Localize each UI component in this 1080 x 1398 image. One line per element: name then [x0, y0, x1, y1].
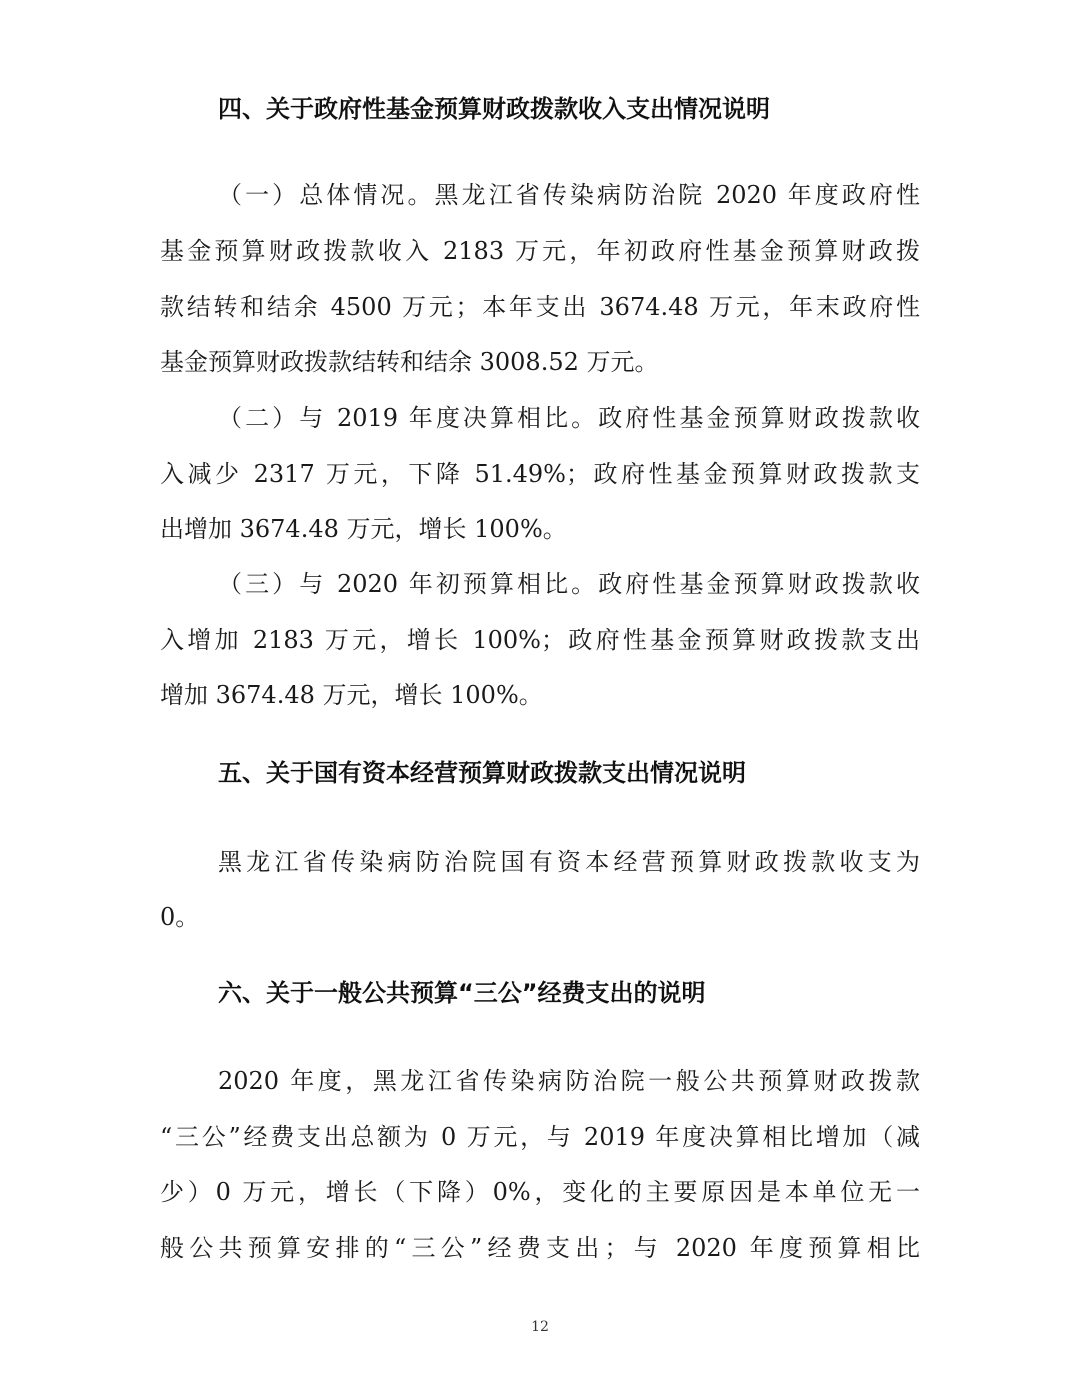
page-number: 12 [531, 1319, 549, 1335]
section-5-p1-line-2: 0。 [160, 903, 200, 931]
section-4-p3-line-1: （三）与 2020 年初预算相比。政府性基金预算财政拨款收 [218, 570, 920, 598]
section-4-p1-line-2: 基金预算财政拨款收入 2183 万元，年初政府性基金预算财政拨 [160, 237, 920, 265]
section-4-p2-line-1: （二）与 2019 年度决算相比。政府性基金预算财政拨款收 [218, 404, 920, 432]
section-4-p2-line-3: 出增加 3674.48 万元，增长 100%。 [160, 515, 567, 543]
section-4-p2-line-2: 入减少 2317 万元，下降 51.49%；政府性基金预算财政拨款支 [160, 460, 920, 488]
section-4-heading: 四、关于政府性基金预算财政拨款收入支出情况说明 [218, 95, 770, 123]
section-6-p1-line-2: “三公”经费支出总额为 0 万元，与 2019 年度决算相比增加（减 [160, 1123, 920, 1151]
section-4-p1-line-1: （一）总体情况。黑龙江省传染病防治院 2020 年度政府性 [218, 181, 920, 209]
section-6-p1-line-4: 般公共预算安排的“三公”经费支出；与 2020 年度预算相比 [160, 1234, 920, 1262]
section-6-p1-line-1: 2020 年度，黑龙江省传染病防治院一般公共预算财政拨款 [218, 1067, 920, 1095]
section-4-p3-line-3: 增加 3674.48 万元，增长 100%。 [160, 681, 543, 709]
section-4-p1-line-3: 款结转和结余 4500 万元；本年支出 3674.48 万元，年末政府性 [160, 293, 920, 321]
section-5-heading: 五、关于国有资本经营预算财政拨款支出情况说明 [218, 759, 746, 787]
section-4-p1-line-4: 基金预算财政拨款结转和结余 3008.52 万元。 [160, 348, 659, 376]
section-6-p1-line-3: 少）0 万元，增长（下降）0%，变化的主要原因是本单位无一 [160, 1178, 920, 1206]
section-6-heading: 六、关于一般公共预算“三公”经费支出的说明 [218, 979, 706, 1007]
section-4-p3-line-2: 入增加 2183 万元，增长 100%；政府性基金预算财政拨款支出 [160, 626, 920, 654]
section-5-p1-line-1: 黑龙江省传染病防治院国有资本经营预算财政拨款收支为 [218, 848, 920, 876]
